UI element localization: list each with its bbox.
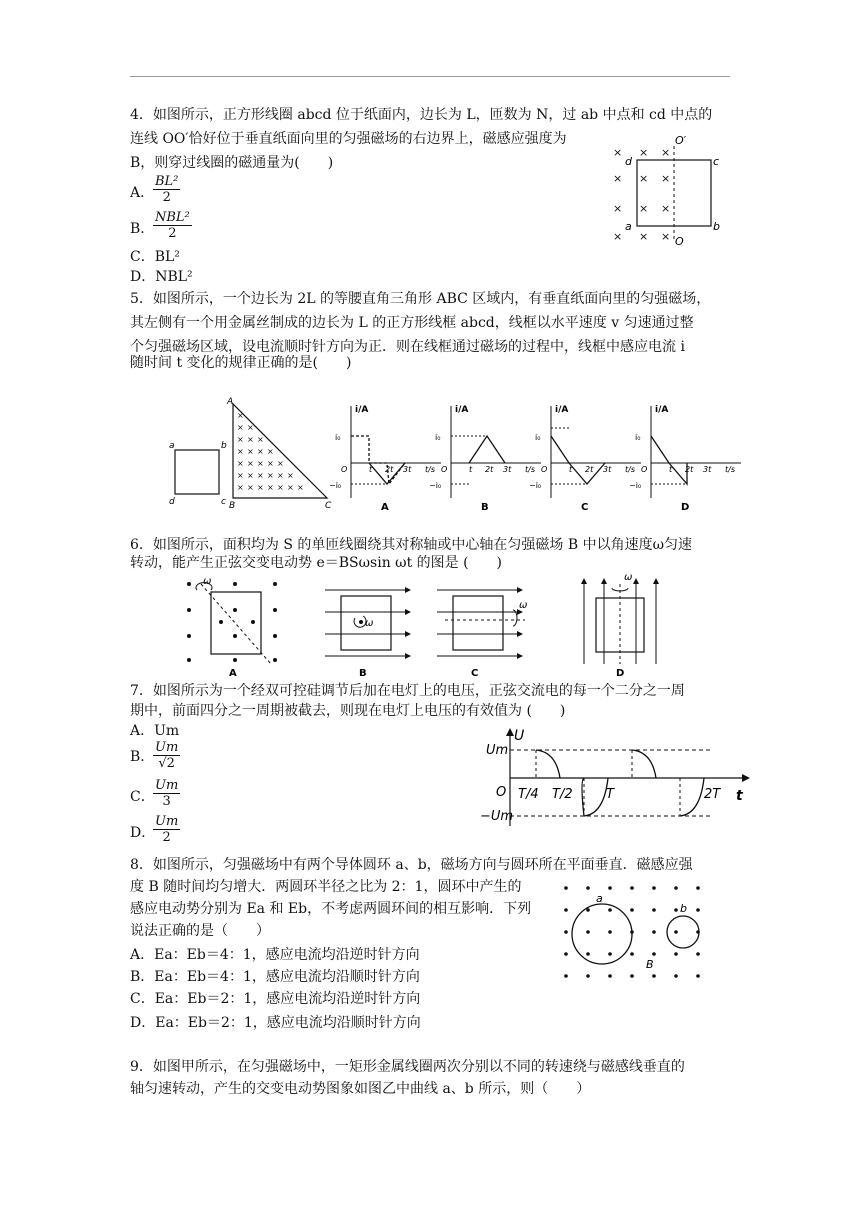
- svg-text:×: ×: [237, 483, 244, 492]
- svg-text:×: ×: [257, 471, 264, 480]
- svg-text:×: ×: [257, 435, 264, 444]
- q7-line2: 期中，前面四分之一周期被截去，则现在电灯上电压的有效值为 ( ): [130, 703, 566, 719]
- q7-option-c-num: Um: [155, 778, 179, 793]
- q5-d-t3: 3t: [703, 465, 712, 474]
- svg-text:×: ×: [247, 471, 254, 480]
- svg-text:×: ×: [237, 447, 244, 456]
- svg-text:×: ×: [247, 435, 254, 444]
- q8-label-field-b: B: [646, 958, 654, 971]
- q5-b-t3: 3t: [503, 465, 512, 474]
- q7-option-c-label: C．: [130, 789, 155, 805]
- q5-a-caption: A: [381, 502, 389, 513]
- q4-option-a-den: 2: [162, 190, 171, 205]
- q4-line1: 4．如图所示，正方形线圈 abcd 位于纸面内，边长为 L，匝数为 N，过 ab 中点和 cd 中点的: [130, 107, 713, 123]
- svg-text:×: ×: [613, 202, 623, 215]
- q5-a-i0: i₀: [335, 433, 341, 442]
- q5-c-yaxis: i/A: [555, 405, 569, 415]
- svg-text:×: ×: [287, 483, 294, 492]
- q5-graph-d: [629, 405, 741, 513]
- q9-line1: 9．如图甲所示，在匀强磁场中，一矩形金属线圈两次分别以不同的转速绕与磁感线垂直的: [130, 1059, 685, 1075]
- q7-option-a: A．Um: [130, 723, 180, 739]
- q6-a-caption: A: [229, 668, 237, 679]
- q7-label-u: U: [514, 728, 525, 744]
- q5-c-caption: C: [581, 502, 589, 513]
- q6-line2: 转动，能产生正弦交变电动势 e＝BSωsin ωt 的图是 ( ): [130, 555, 503, 571]
- svg-text:×: ×: [257, 459, 264, 468]
- svg-text:×: ×: [661, 172, 671, 185]
- q7-option-d-fraction: [153, 814, 180, 845]
- q6-figure: [175, 572, 675, 680]
- q4-figure: [605, 132, 735, 247]
- q6-figure-b: [325, 587, 411, 679]
- q5-c-i0: i₀: [535, 433, 541, 442]
- svg-text:×: ×: [267, 483, 274, 492]
- q7-option-b-den: √2: [158, 756, 175, 771]
- q6-figure-c: [437, 587, 527, 679]
- svg-text:×: ×: [639, 230, 649, 243]
- q8-line1: 8．如图所示，匀强磁场中有两个导体圆环 a、b，磁场方向与圆环所在平面垂直．磁感应强: [130, 857, 693, 873]
- q6-line1: 6．如图所示，面积均为 S 的单匝线圈绕其对称轴或中心轴在匀强磁场 B 中以角速度ω匀速: [130, 537, 693, 553]
- q7-option-b-fraction: [153, 740, 180, 771]
- q7-option-b-num: Um: [155, 740, 179, 755]
- q8-option-c: C．Ea：Eb＝2：1，感应电流均沿逆时针方向: [130, 991, 421, 1007]
- q5-a-t3: 3t: [403, 465, 412, 474]
- q5-b-t: t: [469, 465, 473, 474]
- q6-c-caption: C: [471, 668, 479, 679]
- q5-b-caption: B: [481, 502, 489, 513]
- q5-b-origin: O: [441, 465, 448, 474]
- q4-label-d: d: [625, 155, 632, 168]
- q7-label-minus-um: −Um: [480, 809, 514, 824]
- svg-text:×: ×: [613, 230, 623, 243]
- q5-label-c: c: [221, 497, 226, 507]
- q8-option-d: D．Ea：Eb＝2：1，感应电流均沿顺时针方向: [130, 1015, 421, 1031]
- q7-option-c-fraction: [153, 778, 180, 809]
- q5-d-t2: 2t: [685, 465, 694, 474]
- svg-text:×: ×: [277, 471, 284, 480]
- svg-text:×: ×: [613, 146, 623, 159]
- q5-c-xaxis: t/s: [625, 465, 635, 474]
- q4-option-b-fraction: [153, 210, 192, 241]
- q5-a-mi0: −i₀: [329, 481, 342, 490]
- q8-line4: 说法正确的是（ ）: [130, 923, 270, 939]
- svg-text:×: ×: [237, 423, 244, 432]
- q6-d-omega: ω: [624, 572, 633, 583]
- q5-a-yaxis: i/A: [355, 405, 369, 415]
- q4-option-a-num: BL²: [155, 174, 179, 189]
- q5-c-t3: 3t: [603, 465, 612, 474]
- q7-label-origin: O: [496, 785, 507, 800]
- svg-text:×: ×: [613, 172, 623, 185]
- svg-text:×: ×: [661, 146, 671, 159]
- q4-option-b-den: 2: [168, 226, 177, 241]
- q5-c-t2: 2t: [585, 465, 594, 474]
- q7-label-um: Um: [486, 743, 509, 758]
- q4-option-b-num: NBL²: [155, 210, 190, 225]
- q5-c-t: t: [569, 465, 573, 474]
- q4-option-d: D．NBL²: [130, 269, 193, 285]
- q4-option-b-label: B．: [130, 221, 155, 237]
- svg-text:×: ×: [267, 471, 274, 480]
- svg-text:×: ×: [237, 435, 244, 444]
- q4-option-a-fraction: [153, 174, 180, 205]
- q6-figure-d: [581, 572, 659, 679]
- q8-label-b: b: [680, 902, 687, 915]
- q5-line1: 5．如图所示，一个边长为 2L 的等腰直角三角形 ABC 区域内，有垂直纸面向里的匀强磁场，: [130, 291, 711, 307]
- q5-graph-b: [429, 405, 541, 513]
- q4-label-o-top: O′: [675, 134, 687, 147]
- svg-text:×: ×: [257, 483, 264, 492]
- svg-text:×: ×: [237, 459, 244, 468]
- q5-a-xaxis: t/s: [425, 465, 435, 474]
- q7-label-t: T: [606, 787, 614, 802]
- q5-square-frame: [175, 450, 219, 494]
- q4-line3: B，则穿过线圈的磁通量为( ): [130, 155, 334, 171]
- svg-text:×: ×: [661, 202, 671, 215]
- q6-c-omega: ω: [519, 600, 528, 611]
- q5-d-caption: D: [681, 502, 690, 513]
- q5-label-A: A: [227, 397, 234, 407]
- q8-option-b: B．Ea：Eb＝4：1，感应电流均沿顺时针方向: [130, 969, 420, 985]
- q8-line2: 度 B 随时间均匀增大．两圆环半径之比为 2：1，圆环中产生的: [130, 879, 522, 895]
- q5-a-t: t: [369, 465, 373, 474]
- q7-label-2t: 2T: [704, 787, 721, 802]
- q7-option-d-num: Um: [155, 814, 179, 829]
- q5-label-C: C: [325, 501, 332, 511]
- svg-text:×: ×: [247, 459, 254, 468]
- q5-d-yaxis: i/A: [655, 405, 669, 415]
- q5-line4: 随时间 t 变化的规律正确的是( ): [130, 355, 352, 371]
- q5-c-mi0: −i₀: [529, 481, 542, 490]
- svg-text:×: ×: [247, 483, 254, 492]
- q5-label-d: d: [169, 497, 175, 507]
- q6-b-omega: ω: [365, 618, 374, 629]
- q5-line3: 个匀强磁场区域，设电流顺时针方向为正．则在线框通过磁场的过程中，线框中感应电流 i: [130, 339, 685, 355]
- q7-label-axis-t: t: [736, 788, 743, 804]
- svg-text:×: ×: [267, 459, 274, 468]
- q5-d-xaxis: t/s: [725, 465, 735, 474]
- svg-text:×: ×: [247, 447, 254, 456]
- q5-d-i0: i₀: [635, 433, 641, 442]
- q5-b-yaxis: i/A: [455, 405, 469, 415]
- q6-b-caption: B: [359, 668, 367, 679]
- svg-text:×: ×: [247, 423, 254, 432]
- q6-figure-a: [187, 576, 277, 679]
- svg-text:×: ×: [237, 411, 244, 420]
- q5-graph-a: [329, 405, 441, 513]
- q7-option-b-label: B．: [130, 749, 155, 765]
- svg-text:×: ×: [277, 459, 284, 468]
- svg-text:×: ×: [639, 202, 649, 215]
- q7-option-d-label: D．: [130, 825, 156, 841]
- q5-d-mi0: −i₀: [629, 481, 642, 490]
- svg-text:×: ×: [277, 483, 284, 492]
- q4-coil-square: [637, 160, 711, 226]
- q7-label-t4: T/4: [518, 787, 539, 802]
- q6-a-omega: ω: [203, 576, 212, 587]
- q5-line2: 其左侧有一个用金属丝制成的边长为 L 的正方形线框 abcd，线框以水平速度 v 匀速通过整: [130, 315, 694, 331]
- q4-label-o-bottom: O: [675, 235, 684, 248]
- q4-label-c: c: [713, 155, 720, 168]
- q4-line2: 连线 OO′恰好位于垂直纸面向里的匀强磁场的右边界上，磁感应强度为: [130, 131, 567, 147]
- q7-line1: 7．如图所示为一个经双可控硅调节后加在电灯上的电压，正弦交流电的每一个二分之一周: [130, 683, 685, 699]
- svg-text:×: ×: [661, 230, 671, 243]
- q7-label-t2: T/2: [552, 787, 573, 802]
- q7-option-c-den: 3: [162, 794, 171, 809]
- q4-option-a-label: A．: [130, 185, 155, 201]
- q5-figure: [165, 398, 735, 516]
- q7-wave-neg1: [584, 778, 608, 816]
- q8-option-a: A．Ea：Eb＝4：1，感应电流均沿逆时针方向: [130, 947, 420, 963]
- q6-d-caption: D: [616, 668, 625, 679]
- q5-b-xaxis: t/s: [525, 465, 535, 474]
- q5-a-origin: O: [341, 465, 348, 474]
- q5-label-B: B: [229, 501, 236, 511]
- q8-figure: [558, 880, 718, 980]
- svg-text:×: ×: [639, 146, 649, 159]
- svg-text:×: ×: [257, 447, 264, 456]
- q5-b-mi0: −i₀: [429, 481, 442, 490]
- q5-c-origin: O: [541, 465, 548, 474]
- q4-option-c: C．BL²: [130, 249, 180, 265]
- q7-figure: [480, 728, 755, 828]
- svg-text:×: ×: [639, 172, 649, 185]
- svg-text:×: ×: [287, 471, 294, 480]
- q4-label-a: a: [625, 220, 632, 233]
- svg-text:×: ×: [297, 483, 304, 492]
- q5-b-t2: 2t: [485, 465, 494, 474]
- q5-b-i0: i₀: [435, 433, 441, 442]
- header-rule: [130, 76, 730, 77]
- q4-label-b: b: [713, 220, 720, 233]
- q9-line2: 轴匀速转动，产生的交变电动势图象如图乙中曲线 a、b 所示，则（ ）: [130, 1081, 591, 1097]
- q5-d-origin: O: [641, 465, 648, 474]
- q8-ring-a: [572, 904, 632, 964]
- svg-text:×: ×: [267, 447, 274, 456]
- q5-d-t: t: [669, 465, 673, 474]
- q5-a-t2: 2t: [385, 465, 394, 474]
- q5-graph-c: [529, 405, 641, 513]
- svg-text:×: ×: [237, 471, 244, 480]
- q5-label-b: b: [221, 441, 227, 451]
- q8-label-a: a: [596, 892, 603, 905]
- q5-label-a: a: [169, 441, 175, 451]
- q7-option-d-den: 2: [162, 830, 171, 845]
- q8-line3: 感应电动势分别为 Ea 和 Eb，不考虑两圆环间的相互影响．下列: [130, 901, 532, 917]
- q8-ring-b: [667, 916, 699, 948]
